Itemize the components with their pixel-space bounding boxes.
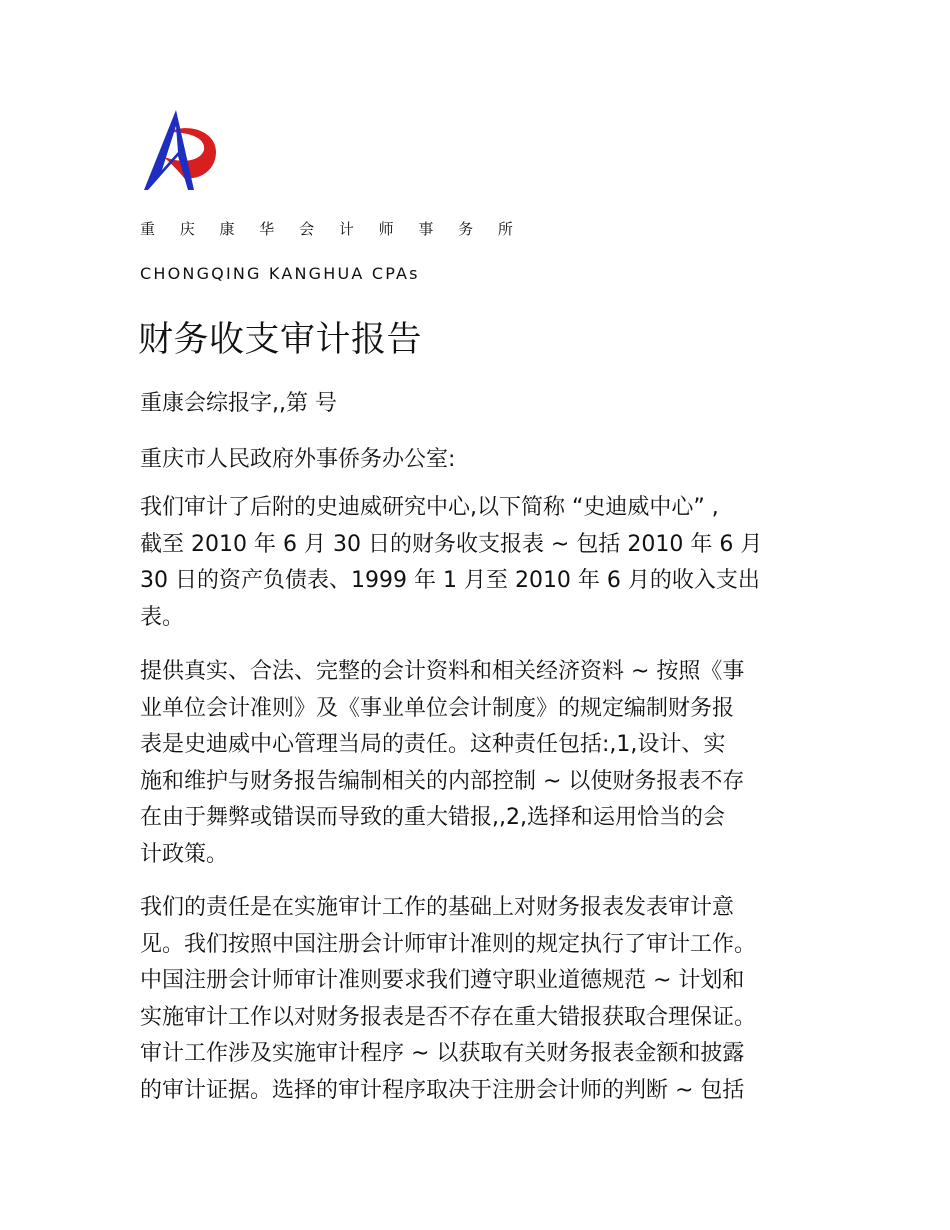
paragraph-line: 我们的责任是在实施审计工作的基础上对财务报表发表审计意	[140, 895, 735, 920]
paragraph-line: 审计工作涉及实施审计程序 ~ 以获取有关财务报表金额和披露	[140, 1041, 745, 1066]
paragraph-line: 的审计证据。选择的审计程序取决于注册会计师的判断 ~ 包括	[140, 1077, 745, 1103]
paragraph-line: 提供真实、合法、完整的会计资料和相关经济资料 ~ 按照《事	[140, 659, 745, 684]
paragraph-line: 截至 2010 年 6 月 30 日的财务收支报表 ~ 包括 2010 年 6 月	[140, 531, 763, 557]
paragraph-2	[140, 654, 744, 873]
paragraph-3	[140, 890, 756, 1109]
logo-blue-triangle	[144, 110, 194, 190]
paragraph-line: 表是史迪威中心管理当局的责任。这种责任包括:,1,设计、实	[140, 732, 726, 757]
paragraph-line: 施和维护与财务报告编制相关的内部控制 ~ 以使财务报表不存	[140, 768, 745, 794]
reference-number: 重康会综报字,,第 号	[140, 391, 337, 416]
paragraph-line: 在由于舞弊或错误而导致的重大错报,,2,选择和运用恰当的会	[140, 805, 725, 830]
firm-name-en: CHONGQING KANGHUA CPAs	[140, 264, 420, 283]
paragraph-line: 实施审计工作以对财务报表是否不存在重大错报获取合理保证。	[140, 1004, 757, 1030]
paragraph-line: 见。我们按照中国注册会计师审计准则的规定执行了审计工作。	[140, 931, 757, 957]
paragraph-line: 30 日的资产负债表、1999 年 1 月至 2010 年 6 月的收入支出	[140, 568, 760, 593]
paragraph-1	[140, 490, 762, 636]
paragraph-line: 我们审计了后附的史迪威研究中心,以下简称 “史迪威中心” ,	[140, 495, 719, 520]
kanghua-logo-icon	[140, 110, 218, 192]
paragraph-line: 计政策。	[140, 841, 229, 867]
paragraph-line: 表。	[140, 604, 185, 630]
addressee: 重庆市人民政府外事侨务办公室:	[140, 447, 456, 472]
paragraph-line: 业单位会计准则》及《事业单位会计制度》的规定编制财务报	[140, 695, 735, 721]
paragraph-line: 中国注册会计师审计准则要求我们遵守职业道德规范 ~ 计划和	[140, 968, 745, 993]
firm-name-cn: 重 庆 康 华 会 计 师 事 务 所	[140, 220, 523, 238]
document-title: 财务收支审计报告	[138, 320, 423, 360]
